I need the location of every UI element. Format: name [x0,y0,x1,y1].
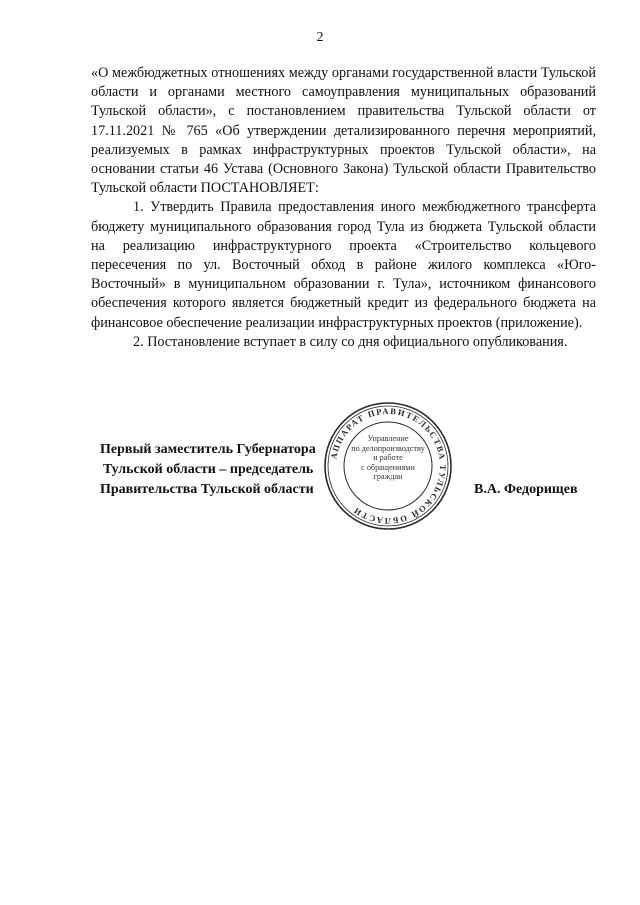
lead-paragraph: «О межбюджетных отношениях между органами государственной власти Тульской области и органами местного самоуправления муниципальных образований Тульской области», с постановлением правительства Тульской области от 17.11.2021 № 765 «Об утверждении детализированного перечня мероприятий, реализуемых в рамках инфраструктурных проектов Тульской области», на основании статьи 46 Устава (Основного Закона) Тульской области Правительство Тульской области ПОСТАНОВЛЯЕТ: [91,65,596,197]
signatory-title-line: Тульской области – председатель [103,462,314,477]
signatory-name: В.А. Федорищев [474,482,578,497]
signatory-title-line: Первый заместитель Губернатора [100,442,316,457]
official-seal [322,400,454,532]
seal-center-line: Управление [367,434,409,443]
resolution-item-2: 2. Постановление вступает в силу со дня официального опубликования. [133,333,568,350]
seal-center-line: и работе [373,453,403,463]
seal-center-line: по делопроизводству [351,443,425,453]
signatory-title-line: Правительства Тульской области [100,482,314,497]
resolution-item-1: 1. Утвердить Правила предоставления иного межбюджетного трансферта бюджету муниципального образования город Тула из бюджета Тульской области на реализацию инфраструктурного проекта «Строительство кольцевого пересечения по ул. Восточный обход в районе жилого комплекса «Юго-Восточный» в муниципальном образовании г. Тула», источником финансового обеспечения которого является бюджетный кредит из федерального бюджета на финансовое обеспечение реализации инфраструктурных проектов (приложение). [91,199,596,331]
page-number: 2 [316,30,324,45]
seal-center-line: граждан [373,472,403,482]
seal-center-text [346,434,430,482]
signatory-title [100,440,316,500]
document-body [91,64,596,352]
seal-center-line: с обращениями [361,462,415,472]
seal-ring-text: АППАРАТ ПРАВИТЕЛЬСТВА ТУЛЬСКОЙ ОБЛАСТИ [328,405,449,527]
